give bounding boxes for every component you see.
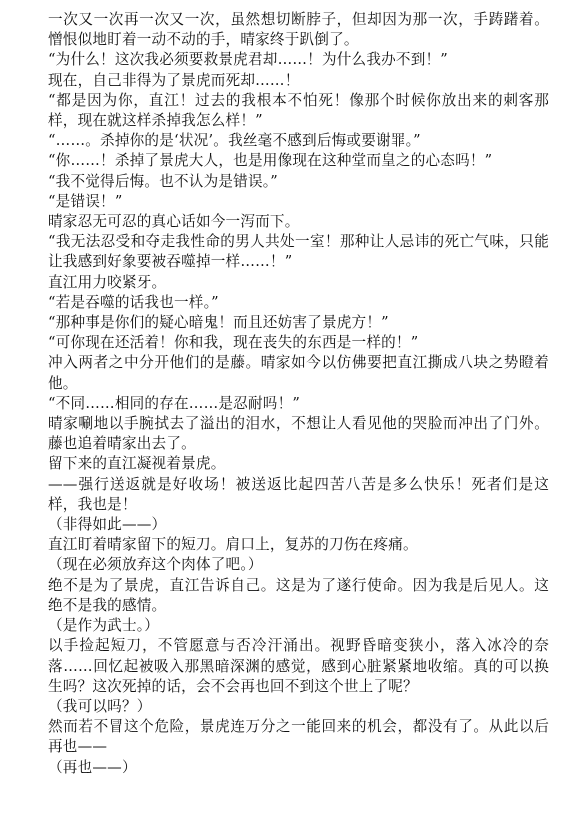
paragraph: “若是吞噬的话我也一样。”: [48, 293, 219, 311]
paragraph: （是作为武士。）: [48, 617, 160, 635]
paragraph: ——强行送返就是好收场！被送返比起四苦八苦是多么快乐！死者们是这样，我也是！: [48, 475, 549, 513]
paragraph: “为什么！这次我必须要救景虎君却……！为什么我办不到！”: [48, 51, 448, 69]
paragraph: 现在，自己非得为了景虎而死却……！: [48, 71, 300, 89]
paragraph: （现在必须放弃这个肉体了吧。）: [48, 556, 263, 574]
paragraph: “都是因为你，直江！过去的我根本不怕死！像那个时候你放出来的刺客那样，现在就这样杀掉我怎么样！”: [48, 91, 549, 130]
paragraph: 然而若不冒这个危险，景虎连万分之一能回来的机会，都没有了。从此以后再也——: [48, 718, 549, 756]
paragraph: 冲入两者之中分开他们的是藤。晴家如今以仿佛要把直江撕成八块之势瞪着他。: [48, 354, 549, 392]
paragraph: （非得如此——）: [48, 516, 167, 534]
paragraph: 晴家忍无可忍的真心话如今一泻而下。: [48, 213, 300, 231]
paragraph: 一次又一次再一次又一次，虽然想切断脖子，但却因为那一次，手踌躇着。憎恨似地盯着一动不动的手，晴家终于趴倒了。: [48, 11, 549, 49]
paragraph: 留下来的直江凝视着景虎。: [48, 455, 226, 473]
paragraph: （再也——）: [48, 758, 137, 776]
paragraph: “可你现在还活着！你和我，现在丧失的东西是一样的！”: [48, 334, 419, 352]
paragraph: “我不觉得后悔。也不认为是错误。”: [48, 172, 278, 190]
paragraph: “……。杀掉你的是‘状况’。我丝毫不感到后悔或要谢罪。”: [48, 132, 421, 150]
paragraph: “那种事是你们的疑心暗鬼！而且还妨害了景虎方！”: [48, 314, 389, 332]
paragraph: （我可以吗？）: [48, 697, 152, 715]
paragraph: 直江盯着晴家留下的短刀。肩口上，复苏的刀伤在疼痛。: [48, 536, 418, 554]
paragraph: 晴家唰地以手腕拭去了溢出的泪水，不想让人看见他的哭脸而冲出了门外。藤也追着晴家出去了。: [48, 415, 549, 453]
paragraph: “是错误！”: [48, 192, 123, 210]
paragraph: 以手捡起短刀，不管愿意与否冷汗涌出。视野昏暗变狭小，落入冰冷的奈落……回忆起被吸入那黑暗深渊的感觉，感到心脏紧紧地收缩。真的可以换生吗？这次死掉的话，会不会再也回不到这个世上了呢？: [48, 637, 549, 695]
paragraph: “你……！杀掉了景虎大人，也是用像现在这种堂而皇之的心态吗！”: [48, 152, 493, 170]
paragraph: 绝不是为了景虎，直江告诉自己。这是为了遂行使命。因为我是后见人。这绝不是我的感情。: [48, 576, 549, 614]
paragraph: “我无法忍受和夺走我性命的男人共处一室！那种让人忌讳的死亡气味，只能让我感到好象要被吞噬掉一样……！”: [48, 233, 549, 271]
paragraph: 直江用力咬紧牙。: [48, 273, 167, 291]
paragraph: “不同……相同的存在……是忍耐吗！”: [48, 394, 301, 412]
